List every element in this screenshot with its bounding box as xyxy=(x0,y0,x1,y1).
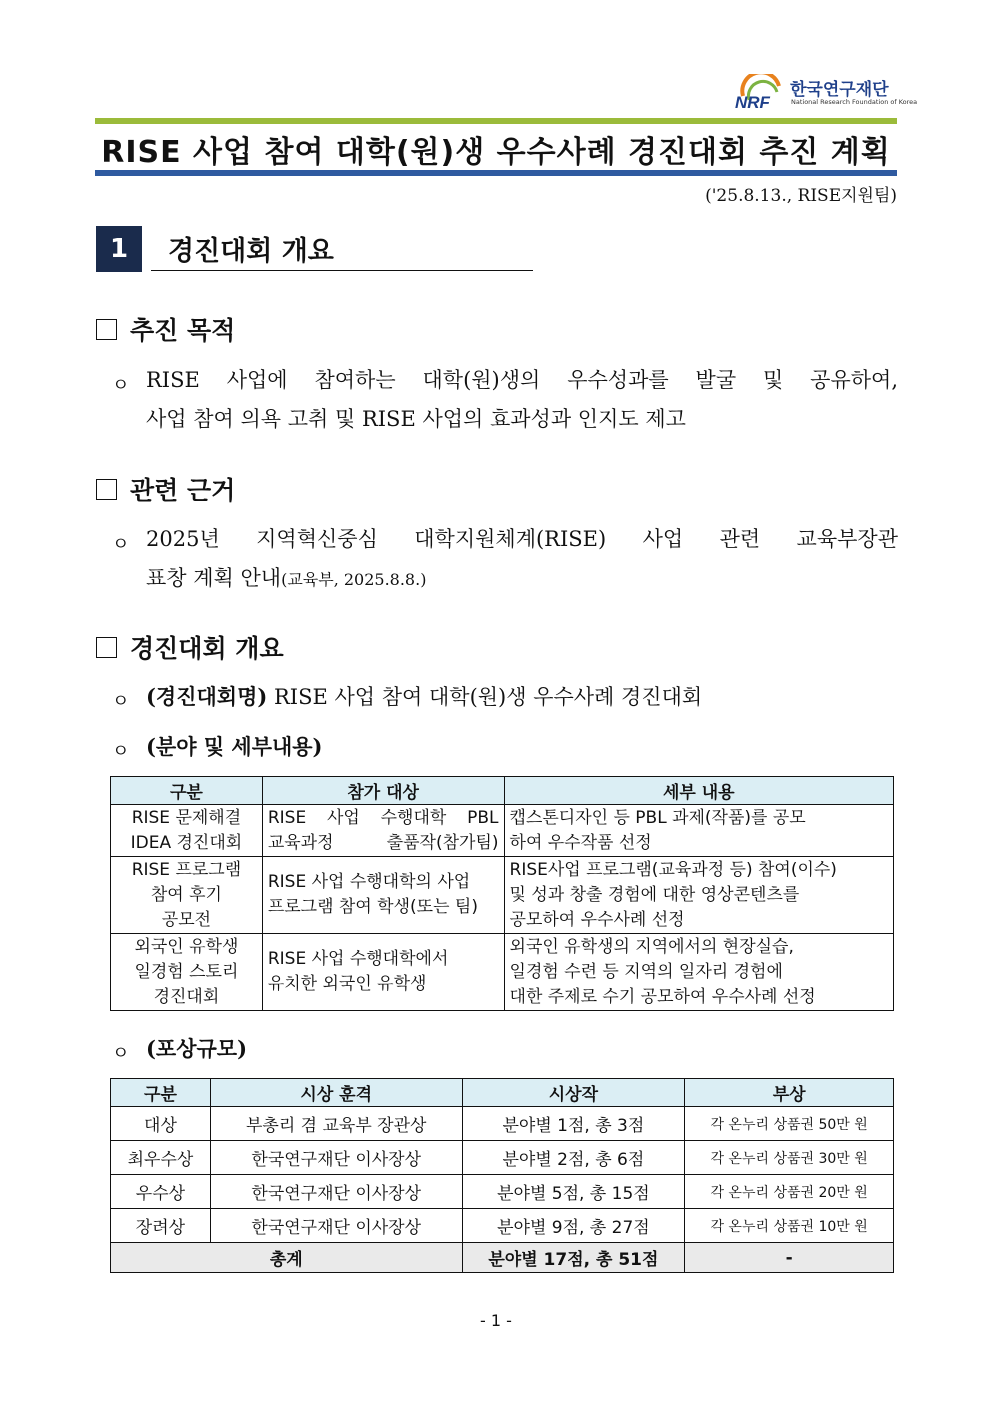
table-row xyxy=(111,857,894,934)
award-honor: 부총리 겸 교육부 장관상 xyxy=(210,1107,462,1141)
award-table-header: 시상 훈격 xyxy=(210,1079,462,1107)
date-author-line: ('25.8.13., RISE지원팀) xyxy=(705,186,897,206)
document-title: RISE 사업 참여 대학(원)생 우수사례 경진대회 추진 계획 xyxy=(101,135,891,170)
award-prize: 각 온누리 상품권 50만 원 xyxy=(685,1107,894,1141)
table-row xyxy=(111,1141,894,1175)
award-prize: 각 온누리 상품권 10만 원 xyxy=(685,1209,894,1243)
nrf-logo xyxy=(735,72,918,112)
award-count: 분야별 5점, 총 15점 xyxy=(462,1175,685,1209)
table-row xyxy=(111,934,894,1011)
award-grade: 대상 xyxy=(111,1107,211,1141)
section-title: 경진대회 개요 xyxy=(168,236,334,267)
award-prize: 각 온누리 상품권 20만 원 xyxy=(685,1175,894,1209)
field-label: (분야 및 세부내용) xyxy=(146,734,323,759)
overview-heading xyxy=(96,629,284,665)
checkbox-square-icon xyxy=(96,319,117,340)
field-table xyxy=(110,776,894,1011)
award-grade: 최우수상 xyxy=(111,1141,211,1175)
basis-line-2-source: (교육부, 2025.8.8.) xyxy=(281,570,427,589)
section-number-badge: 1 xyxy=(96,226,142,272)
bullet-icon: ㅇ xyxy=(112,741,130,762)
table-total-row xyxy=(111,1243,894,1273)
award-table-header: 시상작 xyxy=(462,1079,685,1107)
table-row xyxy=(111,805,894,857)
field-detail: 캡스톤디자인 등 PBL 과제(작품)를 공모 하여 우수작품 선정 xyxy=(504,805,893,857)
award-honor: 한국연구재단 이사장상 xyxy=(210,1175,462,1209)
award-total-prize: - xyxy=(685,1243,894,1273)
award-count: 분야별 1점, 총 3점 xyxy=(462,1107,685,1141)
award-honor: 한국연구재단 이사장상 xyxy=(210,1141,462,1175)
contest-name-value: RISE 사업 참여 대학(원)생 우수사례 경진대회 xyxy=(274,685,703,709)
logo-org-name: 한국연구재단 xyxy=(790,80,889,100)
award-total-count: 분야별 17점, 총 51점 xyxy=(462,1243,685,1273)
title-bottom-rule xyxy=(95,170,897,176)
field-category: RISE 문제해결 IDEA 경진대회 xyxy=(111,805,263,857)
award-table-header: 구분 xyxy=(111,1079,211,1107)
field-table-header: 참가 대상 xyxy=(262,777,504,805)
page-number: - 1 - xyxy=(480,1311,512,1330)
basis-line-1: 2025년 지역혁신중심 대학지원체계(RISE) 사업 관련 교육부장관 xyxy=(146,527,898,551)
field-detail: 외국인 유학생의 지역에서의 현장실습, 일경험 수련 등 지역의 일자리 경험에 대한 주제로 수기 공모하여 우수사례 선정 xyxy=(504,934,893,1011)
field-category: RISE 프로그램 참여 후기 공모전 xyxy=(111,857,263,934)
field-target: RISE 사업 수행대학 PBL 교육과정 출품작(참가팀) xyxy=(262,805,504,857)
nrf-logo-icon xyxy=(735,74,787,110)
purpose-heading-text: 추진 목적 xyxy=(130,316,236,345)
award-grade: 장려상 xyxy=(111,1209,211,1243)
checkbox-square-icon xyxy=(96,637,117,658)
basis-line-2-main: 표창 계획 안내 xyxy=(146,566,282,590)
field-target: RISE 사업 수행대학에서 유치한 외국인 유학생 xyxy=(262,934,504,1011)
checkbox-square-icon xyxy=(96,479,117,500)
field-detail: RISE사업 프로그램(교육과정 등) 참여(이수) 및 성과 창출 경험에 대한 영상콘텐츠를 공모하여 우수사례 선정 xyxy=(504,857,893,934)
purpose-line-1: RISE 사업에 참여하는 대학(원)생의 우수성과를 발굴 및 공유하여, xyxy=(146,368,898,392)
bullet-icon: ㅇ xyxy=(112,375,130,396)
field-category: 외국인 유학생 일경험 스토리 경진대회 xyxy=(111,934,263,1011)
section-underline xyxy=(151,270,533,271)
contest-name-line xyxy=(146,677,702,717)
award-total-label: 총계 xyxy=(111,1243,463,1273)
table-row xyxy=(111,1209,894,1243)
award-label: (포상규모) xyxy=(146,1036,248,1061)
award-count: 분야별 2점, 총 6점 xyxy=(462,1141,685,1175)
title-top-rule xyxy=(95,118,897,124)
award-table xyxy=(110,1078,894,1273)
logo-brand-text: NRF xyxy=(735,93,770,110)
table-row xyxy=(111,1107,894,1141)
award-table-header: 부상 xyxy=(685,1079,894,1107)
table-row xyxy=(111,1175,894,1209)
bullet-icon: ㅇ xyxy=(112,1043,130,1064)
field-target: RISE 사업 수행대학의 사업 프로그램 참여 학생(또는 팀) xyxy=(262,857,504,934)
award-grade: 우수상 xyxy=(111,1175,211,1209)
purpose-heading xyxy=(96,311,235,347)
basis-heading xyxy=(96,471,235,507)
award-honor: 한국연구재단 이사장상 xyxy=(210,1209,462,1243)
contest-name-label: (경진대회명) xyxy=(146,684,268,709)
purpose-line-2: 사업 참여 의욕 고취 및 RISE 사업의 효과성과 인지도 제고 xyxy=(146,407,686,431)
award-count: 분야별 9점, 총 27점 xyxy=(462,1209,685,1243)
basis-line-2 xyxy=(146,559,426,599)
logo-org-name-en: National Research Foundation of Korea xyxy=(791,98,918,106)
basis-heading-text: 관련 근거 xyxy=(130,476,236,505)
bullet-icon: ㅇ xyxy=(112,691,130,712)
field-table-header: 세부 내용 xyxy=(504,777,893,805)
award-prize: 각 온누리 상품권 30만 원 xyxy=(685,1141,894,1175)
overview-heading-text: 경진대회 개요 xyxy=(130,634,284,663)
bullet-icon: ㅇ xyxy=(112,534,130,555)
field-table-header: 구분 xyxy=(111,777,263,805)
